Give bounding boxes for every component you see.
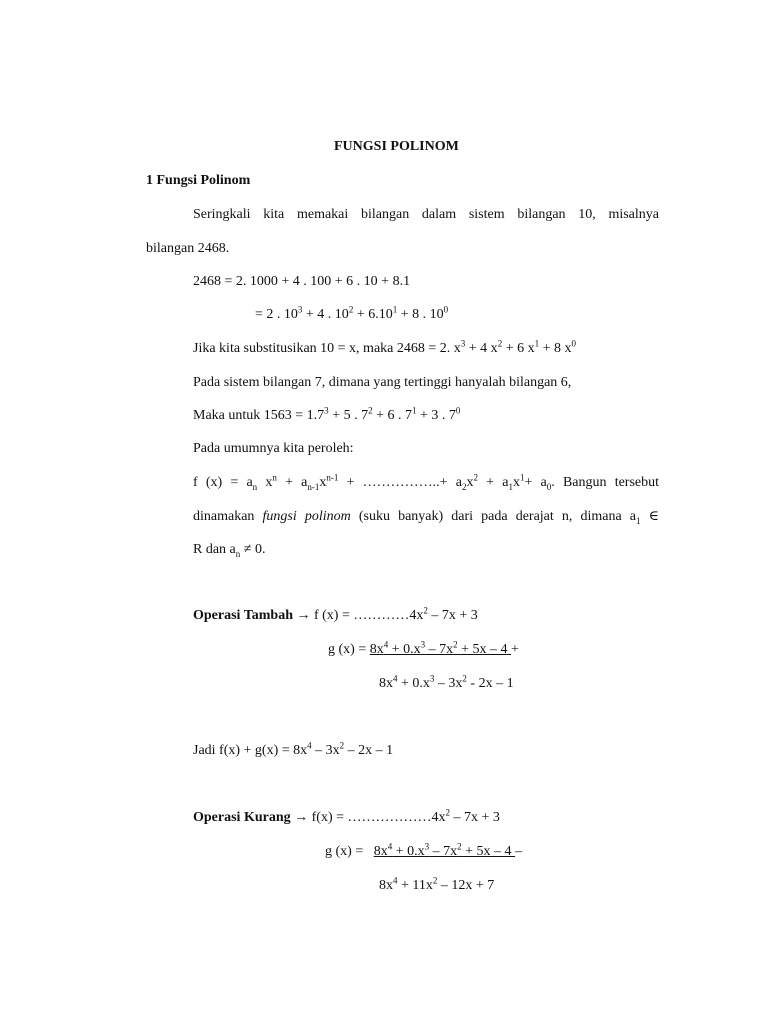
condition-line: R dan $a_n \ne 0$. <box>193 542 266 559</box>
tambah-fx-line: Operasi Tambah → f $(x) = \dots\dots\dots\dots 4x^2 - 7x + 3$ <box>193 605 478 623</box>
maka-line: Maka untuk $1563 = 1.7^3 + 5$ . $7^2 + 6$ . $7^1 + 3$ . $7^0$ <box>193 405 461 423</box>
arrow-right-icon: → <box>294 810 309 825</box>
tambah-label: Operasi Tambah <box>193 608 293 623</box>
intro-line-1: Seringkali kita memakai bilangan dalam sistem bilangan 10, misalnya <box>193 207 659 222</box>
kurang-label: Operasi Kurang <box>193 810 291 825</box>
equation-2: = 2 . $10^3 + 4$ . $10^2 + 6.10^1 + 8$ . $10^0$ <box>255 304 449 322</box>
named-line: dinamakan fungsi polinom (suku banyak) dari pada derajat n, dimana $a_1$ ∈ <box>193 509 659 526</box>
kurang-result-line: $8x^4 + 11x^2 - 12x + 7$ <box>379 875 495 893</box>
substitution-line: Jika kita substitusikan 10 = x, maka 2468 = 2. $x^3 + 4$ $x^2 + 6$ $x^1 + 8$ $x^0$ <box>193 338 576 356</box>
equation-1: 2468 = 2. 1000 + 4 . 100 + 6 . 10 + 8.1 <box>193 274 411 289</box>
base7-line: Pada sistem bilangan 7, dimana yang tertinggi hanyalah bilangan 6, <box>193 375 572 390</box>
kurang-gx-line: g $(x) = 8x^4 + 0.x^3 - 7x^2 + 5x - 4$ – <box>325 841 523 859</box>
jadi-line: Jadi $f(x) + g(x) = 8x^4 - 3x^2 - 2x - 1$ <box>193 740 394 758</box>
general-polynomial: f $(x) = a_n$ $x^n + a_{n-1}x^{n-1}$ + ……………..+ $a_2x^2 + a_1x^1+ a_0$. Bangun tersebut <box>193 472 660 492</box>
arrow-right-icon: → <box>296 608 311 623</box>
tambah-gx-line: g $(x) = 8x^4 + 0.x^3 - 7x^2 + 5x - 4$ + <box>328 639 519 657</box>
intro-line-2: bilangan 2468. <box>146 241 230 256</box>
page-title: FUNGSI POLINOM <box>334 139 459 154</box>
umumnya-line: Pada umumnya kita peroleh: <box>193 441 354 456</box>
section-heading: 1 Fungsi Polinom <box>146 173 251 188</box>
tambah-result-line: $8x^4 + 0.x^3 - 3x^2 - 2x - 1$ <box>379 673 514 691</box>
kurang-fx-line: Operasi Kurang → $f(x) = \dots\dots\dots\dots\dots\dots 4x^2 - 7x + 3$ <box>193 807 500 825</box>
